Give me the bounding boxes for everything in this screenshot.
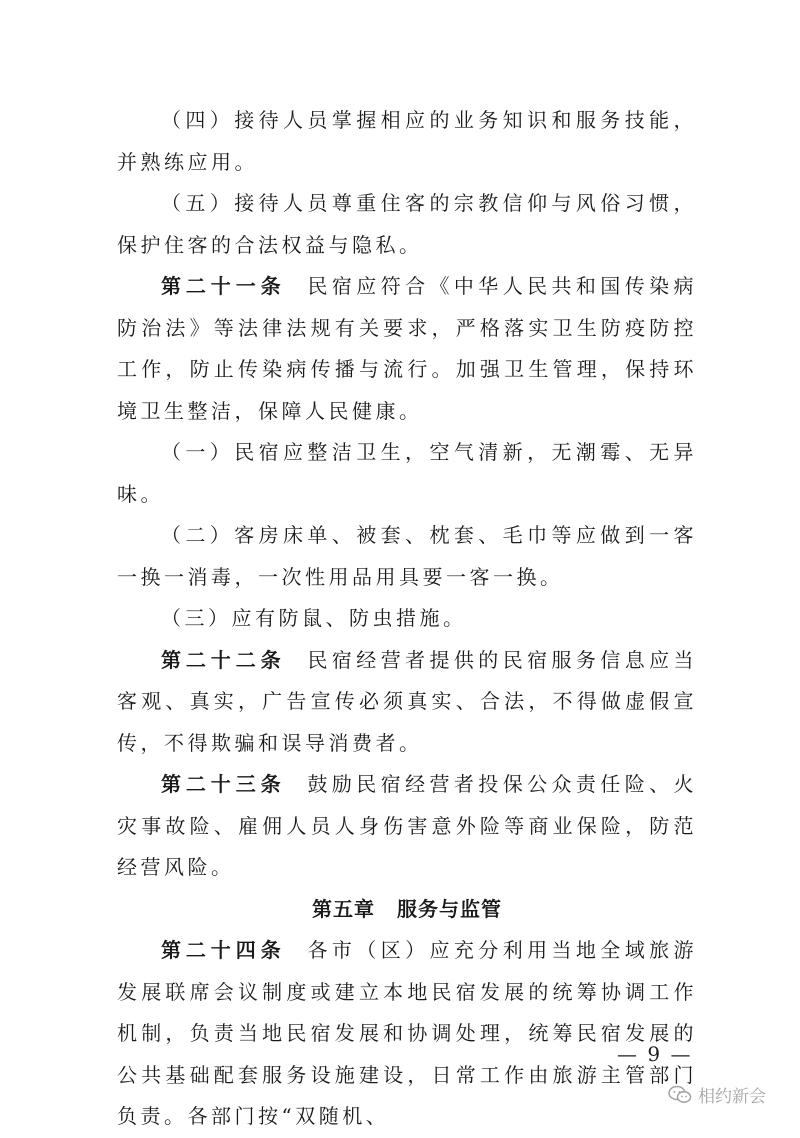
article-21-item-2 — [117, 515, 697, 598]
article-21-item-1 — [117, 432, 697, 515]
chapter-heading — [117, 889, 697, 931]
document-body — [117, 100, 697, 1138]
paragraph-text: （一）民宿应整洁卫生，空气清新，无潮霉、无异味。 — [117, 440, 697, 506]
paragraph-item-4 — [117, 100, 697, 183]
article-text: 各市（区）应充分利用当地全域旅游发展联席会议制度或建立本地民宿发展的统筹协调工作机制，负责当地民宿发展和协调处理，统筹民宿发展的公共基础配套服务设施建设，日常工作由旅游主管部门负责。各部门按“双随机、 — [117, 938, 697, 1128]
page-number: — 9 — — [617, 1042, 693, 1066]
paragraph-text: （二）客房床单、被套、枕套、毛巾等应做到一客一换一消毒，一次性用品用具要一客一换。 — [117, 523, 697, 589]
article-22 — [117, 640, 697, 765]
paragraph-item-5 — [117, 183, 697, 266]
article-number: 第二十四条 — [161, 938, 286, 962]
wechat-watermark — [668, 1082, 766, 1107]
article-text: 民宿应符合《中华人民共和国传染病防治法》等法律法规有关要求，严格落实卫生防疫防控工作，防止传染病传播与流行。加强卫生管理，保持环境卫生整洁，保障人民健康。 — [117, 274, 697, 423]
watermark-text: 相约新会 — [698, 1087, 766, 1107]
article-number: 第二十一条 — [161, 274, 286, 298]
chapter-number: 第五章 — [312, 896, 375, 921]
article-21 — [117, 266, 697, 432]
article-text: 鼓励民宿经营者投保公众责任险、火灾事故险、雇佣人员人身伤害意外险等商业保险，防范经营风险。 — [117, 772, 697, 879]
paragraph-text: （四）接待人员掌握相应的业务知识和服务技能，并熟练应用。 — [117, 108, 697, 174]
paragraph-text: （三）应有防鼠、防虫措施。 — [161, 606, 467, 630]
article-24 — [117, 930, 697, 1138]
article-number: 第二十二条 — [161, 647, 286, 672]
article-text: 民宿经营者提供的民宿服务信息应当客观、真实，广告宣传必须真实、合法，不得做虚假宣传，不得欺骗和误导消费者。 — [117, 647, 697, 755]
wechat-icon — [668, 1085, 692, 1105]
paragraph-text: （五）接待人员尊重住客的宗教信仰与风俗习惯，保护住客的合法权益与隐私。 — [117, 191, 697, 257]
article-23 — [117, 764, 697, 889]
chapter-title: 服务与监管 — [397, 896, 502, 921]
article-21-item-3 — [117, 598, 697, 640]
article-number: 第二十三条 — [161, 772, 286, 796]
